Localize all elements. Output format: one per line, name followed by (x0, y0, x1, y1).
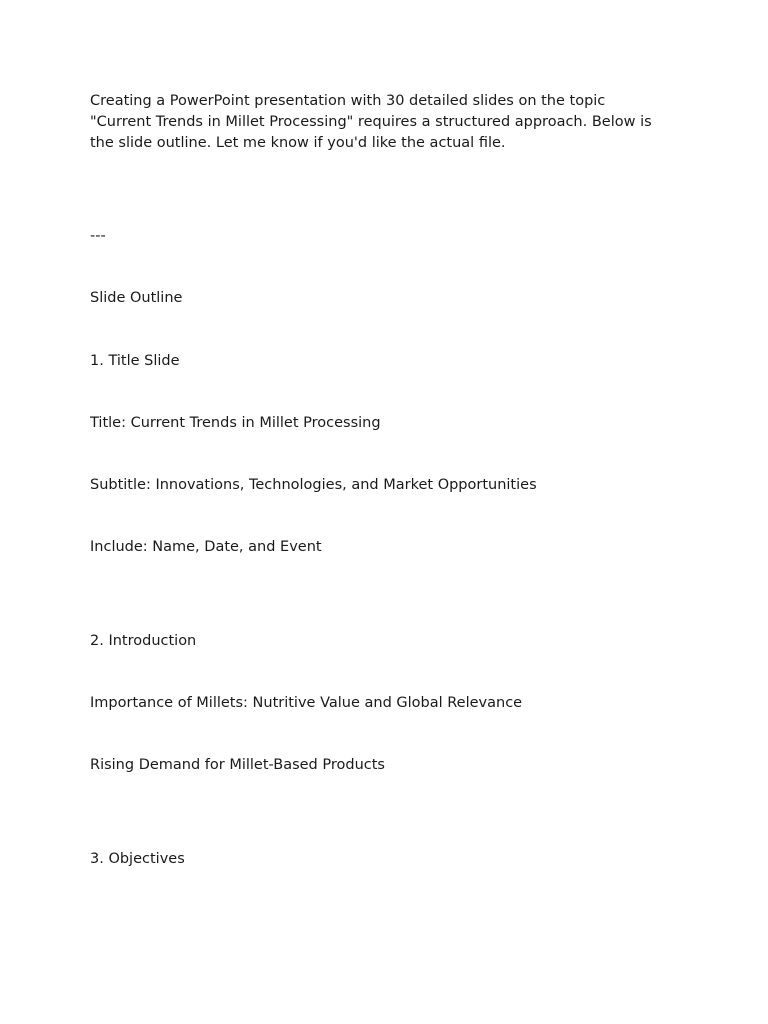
slide2-heading: 2. Introduction (90, 633, 197, 649)
intro-line-1: Creating a PowerPoint presentation with 30 detailed slides on the topic (90, 93, 606, 109)
slide1-heading: 1. Title Slide (90, 353, 180, 369)
separator: --- (90, 228, 106, 244)
slide1-title: Title: Current Trends in Millet Processing (90, 415, 381, 431)
slide2-point-1: Importance of Millets: Nutritive Value and Global Relevance (90, 695, 523, 711)
intro-line-2: "Current Trends in Millet Processing" requires a structured approach. Below is (90, 114, 652, 130)
slide1-include: Include: Name, Date, and Event (90, 539, 322, 555)
slide1-subtitle: Subtitle: Innovations, Technologies, and Market Opportunities (90, 477, 537, 493)
slide2-point-2: Rising Demand for Millet-Based Products (90, 757, 385, 773)
outline-heading: Slide Outline (90, 290, 183, 306)
intro-line-3: the slide outline. Let me know if you'd like the actual file. (90, 135, 506, 151)
slide3-heading: 3. Objectives (90, 851, 185, 867)
